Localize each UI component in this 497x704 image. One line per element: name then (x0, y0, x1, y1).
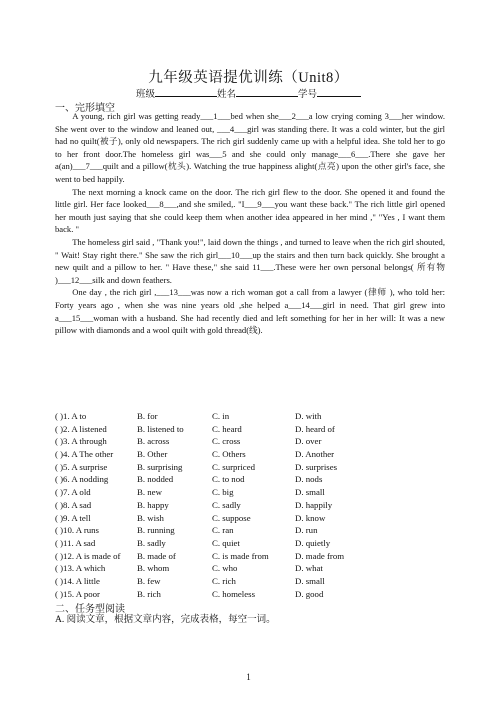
option-b: B. made of (137, 550, 176, 561)
option-row (55, 461, 455, 474)
option-row (55, 473, 455, 486)
option-d: D. Another (295, 449, 335, 460)
cloze-passage (55, 110, 445, 337)
option-a: ( )8. A sad (55, 499, 92, 510)
option-d: D. over (295, 436, 322, 447)
option-c: C. is made from (212, 550, 269, 561)
option-row (55, 435, 455, 448)
passage-paragraph: The next morning a knock came on the door. The rich girl flew to the door. She opened it and found the little girl. Her face looked___8___,and she smiled,. "I___9___you want these back." The rich little girl opened her mouth just saying that she could keep them when another idea appeared in her mind ," "Yes , I want them back. " (55, 186, 445, 235)
passage-paragraph: The homeless girl said , "Thank you!", laid down the things , and turned to leave when the rich girl shouted, " Wait! Stay right there." She saw the rich girl___10___up the stairs and then turn back quickly. She brought a new quilt and a pillow to her. " Have these," she said 11___.These were her own personal belongs( 所有物 )___12___silk and down feathers. (55, 236, 445, 285)
option-row (55, 512, 455, 525)
student-info-line (0, 86, 497, 100)
name-label: 姓名 (216, 90, 236, 100)
option-c: C. ran (212, 525, 234, 536)
option-a: ( )13. A which (55, 563, 106, 574)
option-c: C. in (212, 411, 230, 421)
passage-paragraph: One day , the rich girl ,___13___was now a rich woman got a call from a lawyer (律师 ), who told her: Forty years ago , when she was nine years old ,she helped a___14___girl in need. That girl grew into a___15___woman with a husband. She had recently died and left something for her in her will: It was a new pillow with diamonds and a wool quilt with gold thread(线). (55, 287, 445, 336)
option-row (55, 562, 455, 575)
section2-heading: 二、任务型阅读 (55, 604, 125, 615)
option-d: D. small (295, 575, 325, 586)
option-a: ( )2. A listened (55, 423, 107, 434)
options-list (55, 410, 455, 600)
option-d: D. made from (295, 550, 345, 561)
option-row (55, 486, 455, 499)
option-d: D. happily (295, 499, 333, 510)
class-blank (155, 87, 217, 97)
option-b: B. sadly (137, 537, 166, 548)
option-row (55, 588, 455, 601)
option-c: C. surpriced (212, 461, 255, 472)
option-d: D. small (295, 487, 325, 498)
option-row (55, 410, 455, 423)
option-a: ( )14. A little (55, 575, 100, 586)
option-d: D. what (295, 563, 323, 574)
class-label: 班级 (135, 90, 155, 100)
option-c: C. rich (212, 575, 236, 586)
option-a: ( )6. A nodding (55, 474, 109, 485)
option-c: C. sadly (212, 499, 241, 510)
option-c: C. big (212, 487, 234, 498)
option-d: D. run (295, 525, 318, 536)
option-b: B. across (137, 436, 170, 447)
option-row (55, 423, 455, 436)
section1-heading: 一、完形填空 (55, 103, 115, 114)
passage-paragraph: A young, rich girl was getting ready___1___bed when she___2___a low crying coming 3___her window. She went over to the window and leaned out, ___4___girl was standing there. It was a cold winter, but the girl had no quilt(被子), only old newspapers. The rich girl suddenly came up with a helpful idea. She told her to go to her front door.The homeless girl was___5 and she could only manage___6___.There she gave her a(an)___7___quilt and a pillow(枕头). Watching the true happiness alight(点亮) upon the other girl's face, she went to bed happily. (55, 111, 445, 184)
option-c: C. homeless (212, 588, 256, 599)
option-a: ( )11. A sad (55, 537, 96, 548)
option-c: C. suppose (212, 512, 251, 523)
option-a: ( )7. A old (55, 487, 91, 498)
task-a-instruction: A. 阅读文章，根据文章内容，完成表格，每空一词。 (55, 615, 276, 625)
option-b: B. listened to (137, 423, 184, 434)
option-b: B. new (137, 487, 162, 498)
option-a: ( )4. A The other (55, 449, 114, 460)
option-a: ( )9. A tell (55, 512, 91, 523)
option-d: D. know (295, 512, 326, 523)
option-c: C. quiet (212, 537, 240, 548)
option-row (55, 524, 455, 537)
option-c: C. Others (212, 449, 246, 460)
name-blank (236, 87, 298, 97)
option-d: D. good (295, 588, 324, 599)
number-blank (317, 87, 361, 97)
option-a: ( )10. A runs (55, 525, 99, 536)
number-label: 学号 (298, 90, 318, 100)
option-row (55, 499, 455, 512)
option-d: D. surprises (295, 461, 338, 472)
option-c: C. heard (212, 423, 242, 434)
option-d: D. quietly (295, 537, 331, 548)
option-d: D. with (295, 411, 322, 421)
option-c: C. cross (212, 436, 241, 447)
option-row (55, 448, 455, 461)
option-c: C. to nod (212, 474, 245, 485)
option-a: ( )3. A through (55, 436, 107, 447)
option-a: ( )1. A to (55, 411, 87, 421)
option-b: B. for (137, 411, 158, 421)
option-b: B. Other (137, 449, 168, 460)
option-b: B. surprising (137, 461, 183, 472)
option-a: ( )15. A poor (55, 588, 100, 599)
page-number: 1 (246, 672, 251, 682)
option-a: ( )5. A surprise (55, 461, 108, 472)
option-row (55, 575, 455, 588)
option-b: B. rich (137, 588, 161, 599)
option-b: B. few (137, 575, 161, 586)
option-row (55, 537, 455, 550)
option-d: D. heard of (295, 423, 335, 434)
page-title: 九年级英语提优训练（Unit8） (148, 70, 349, 86)
option-row (55, 550, 455, 563)
option-a: ( )12. A is made of (55, 550, 121, 561)
option-b: B. nodded (137, 474, 174, 485)
option-b: B. running (137, 525, 175, 536)
option-d: D. nods (295, 474, 323, 485)
option-c: C. who (212, 563, 238, 574)
option-b: B. happy (137, 499, 169, 510)
option-b: B. wish (137, 512, 164, 523)
option-b: B. whom (137, 563, 170, 574)
